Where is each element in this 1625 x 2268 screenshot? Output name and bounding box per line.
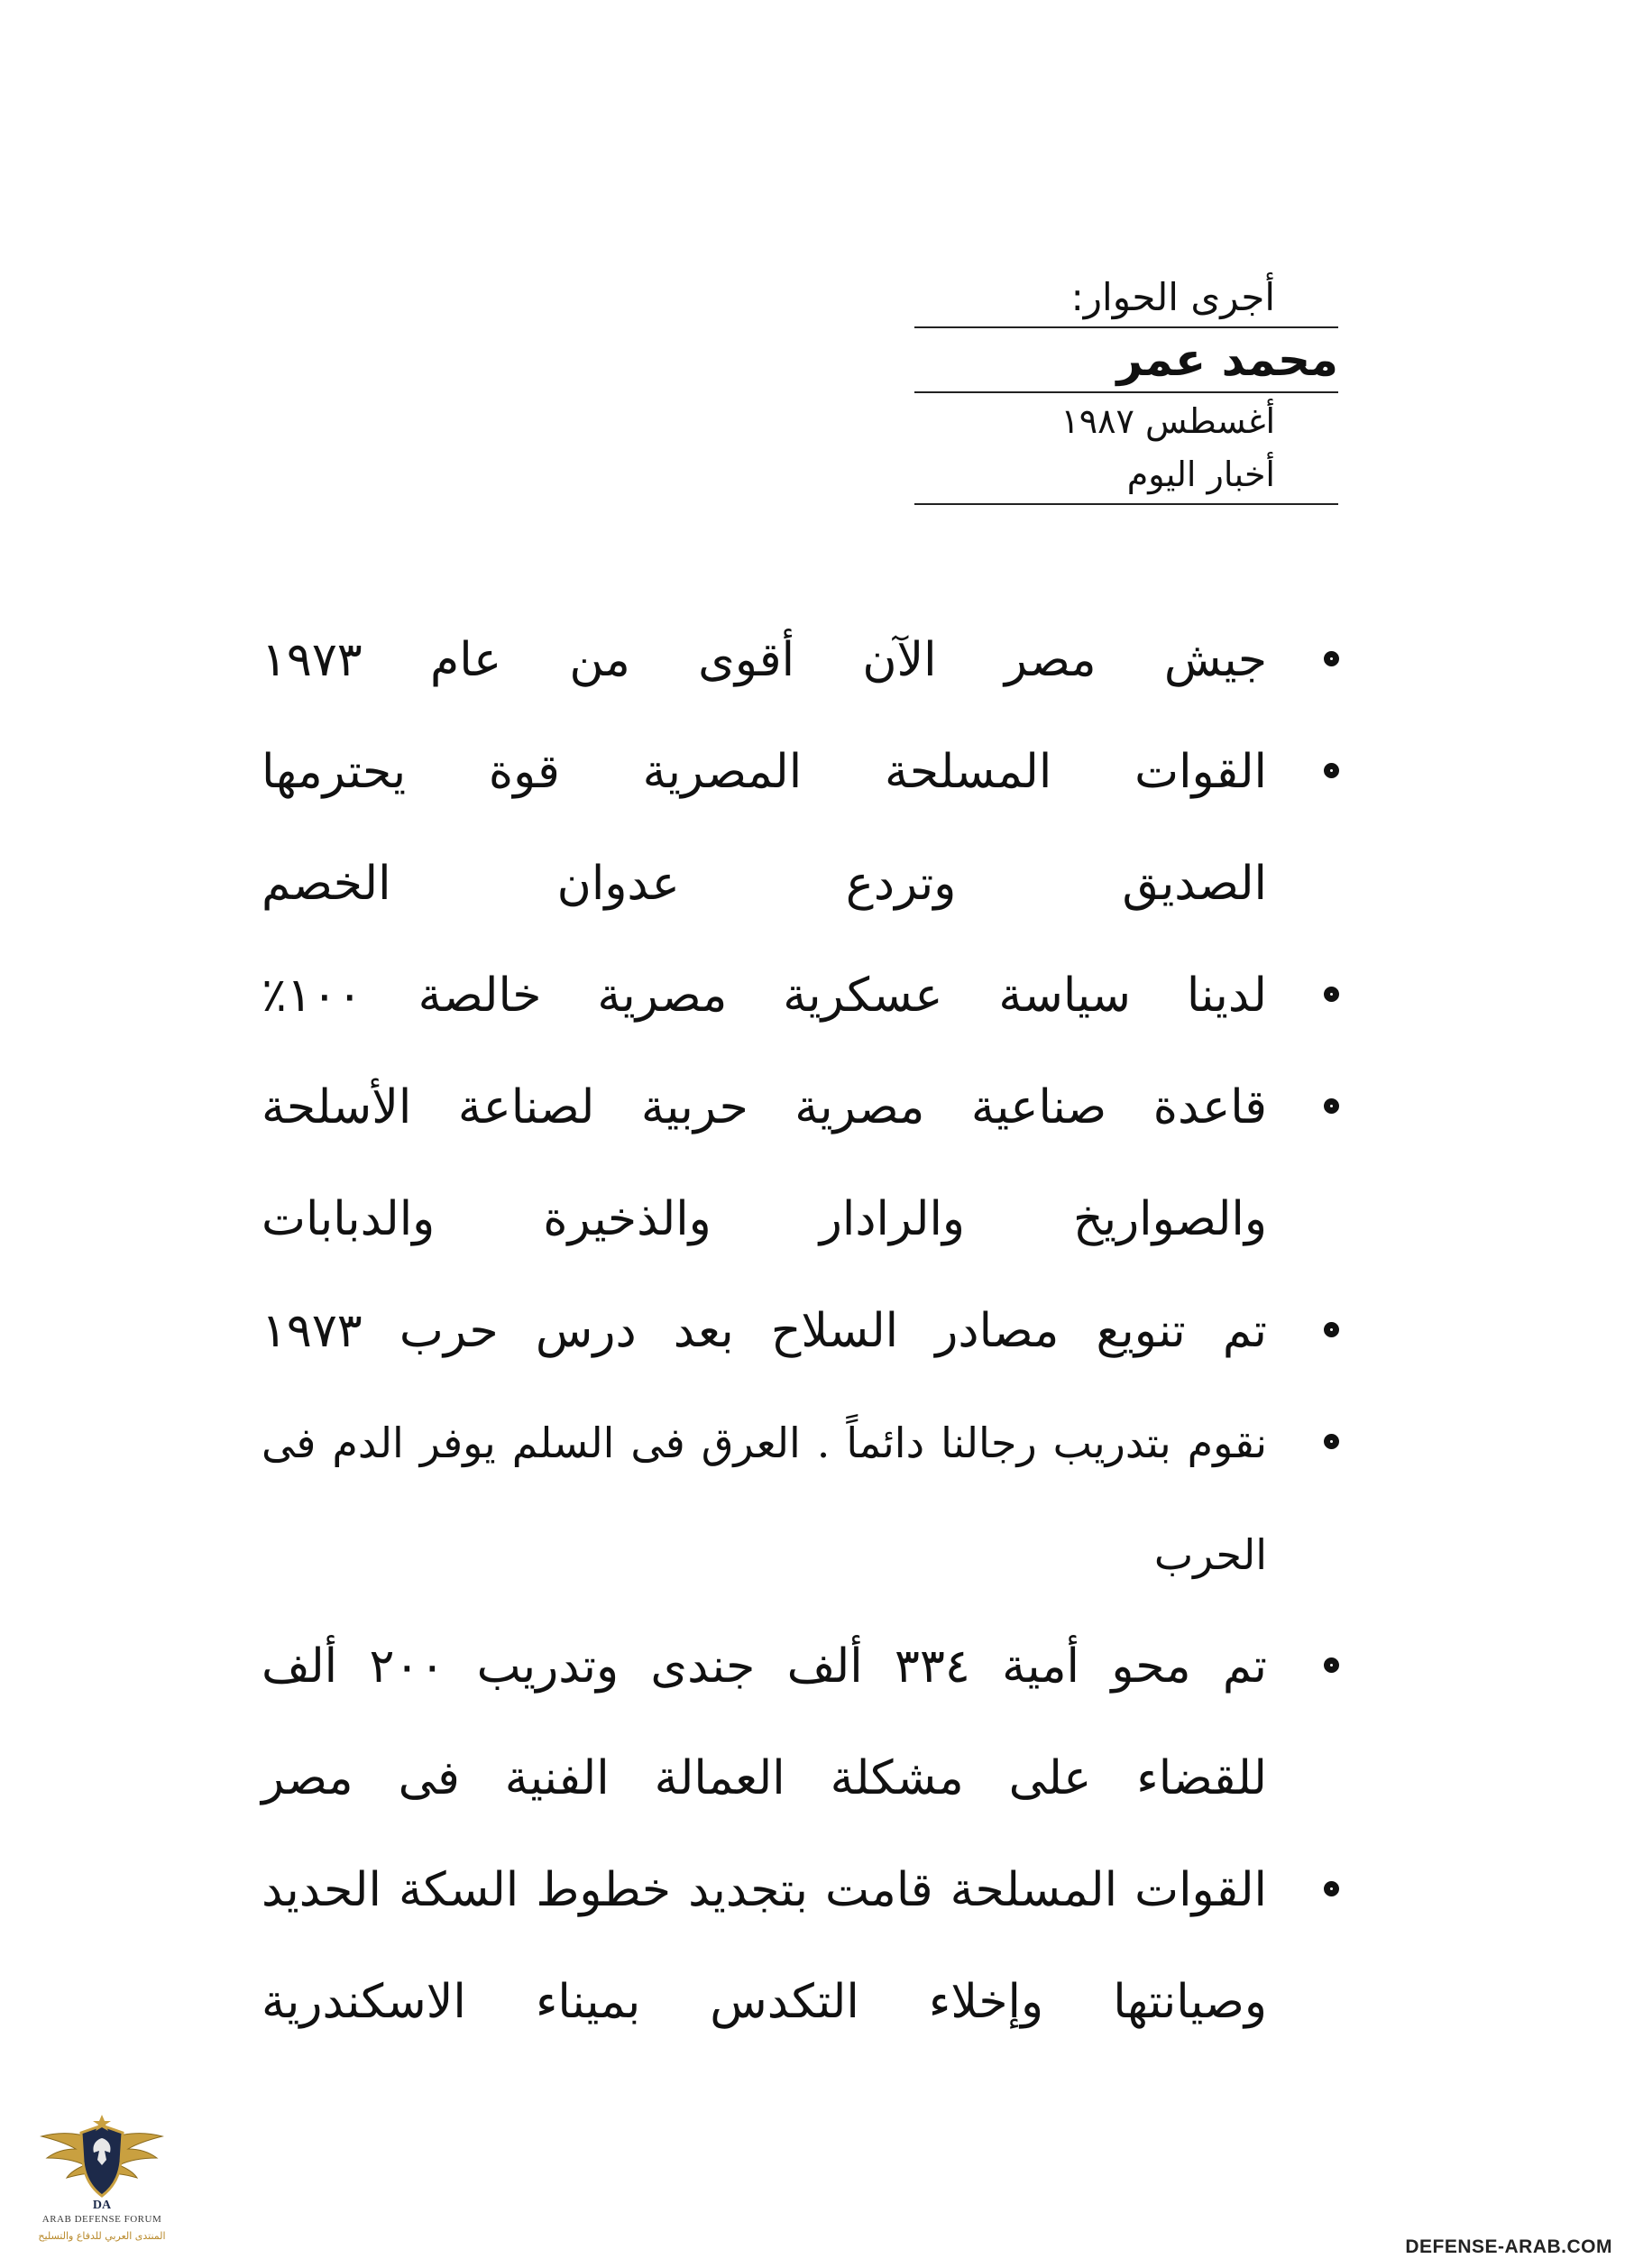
byline-rule [914, 391, 1338, 393]
key-point [262, 1834, 1339, 2058]
bullet-icon [1324, 763, 1339, 778]
key-point [262, 1051, 1339, 1275]
byline-block [914, 271, 1338, 507]
arab-defense-forum-logo [34, 2106, 170, 2259]
bullet-icon [1324, 1434, 1339, 1449]
logo-text-ar: المنتدى العربي للدفاع والتسليح [38, 2230, 166, 2242]
byline-rule [914, 503, 1338, 505]
key-points-list [262, 604, 1339, 2058]
key-point [262, 1611, 1339, 1834]
bullet-icon [1324, 1322, 1339, 1337]
key-point [262, 1387, 1339, 1611]
key-point-line: القوات المسلحة قامت بتجديد خطوط السكة الحديد [262, 1863, 1267, 1917]
logo-badge-text: DA [92, 2199, 112, 2212]
bullet-icon [1324, 1881, 1339, 1896]
key-point [262, 604, 1339, 716]
key-point-line: تم محو أمية ٣٣٤ ألف جندى وتدريب ٢٠٠ ألف [262, 1639, 1268, 1694]
bullet-icon [1324, 987, 1339, 1002]
key-point-line: لدينا سياسة عسكرية مصرية خالصة ١٠٠٪ [262, 969, 1267, 1023]
key-point-line: الصديق وتردع عدوان الخصم [262, 857, 1267, 911]
bullet-icon [1324, 651, 1339, 666]
key-point-line: تم تنويع مصادر السلاح بعد درس حرب ١٩٧٣ [262, 1304, 1267, 1358]
bullet-icon [1324, 1098, 1339, 1114]
key-point-line: جيش مصر الآن أقوى من عام ١٩٧٣ [262, 633, 1267, 687]
key-point-line: قاعدة صناعية مصرية حربية لصناعة الأسلحة [262, 1080, 1267, 1134]
publication-name: أخبار اليوم [1126, 455, 1275, 494]
key-point-line: وصيانتها وإخلاء التكدس بميناء الاسكندرية [262, 1975, 1267, 2029]
key-point-line: القوات المسلحة المصرية قوة يحترمها [262, 745, 1267, 799]
key-point-line: للقضاء على مشكلة العمالة الفنية فى مصر [262, 1751, 1267, 1805]
publication-date: أغسطس ١٩٨٧ [1060, 401, 1275, 441]
author-name: محمد عمر [1116, 334, 1338, 386]
interview-by-label: أجرى الحوار: [1070, 275, 1275, 319]
site-watermark: DEFENSE-ARAB.COM [1405, 2236, 1612, 2257]
key-point-line: نقوم بتدريب رجالنا دائماً . العرق فى السلم يوفر الدم فى الحرب [262, 1419, 1267, 1579]
winged-shield-icon [34, 2106, 170, 2214]
key-point [262, 940, 1339, 1051]
bullet-icon [1324, 1657, 1339, 1673]
key-point [262, 1275, 1339, 1387]
byline-rule [914, 326, 1338, 328]
logo-text-en: ARAB DEFENSE FORUM [41, 2214, 162, 2225]
key-point [262, 716, 1339, 940]
key-point-line: والصواريخ والرادار والذخيرة والدبابات [262, 1192, 1267, 1246]
